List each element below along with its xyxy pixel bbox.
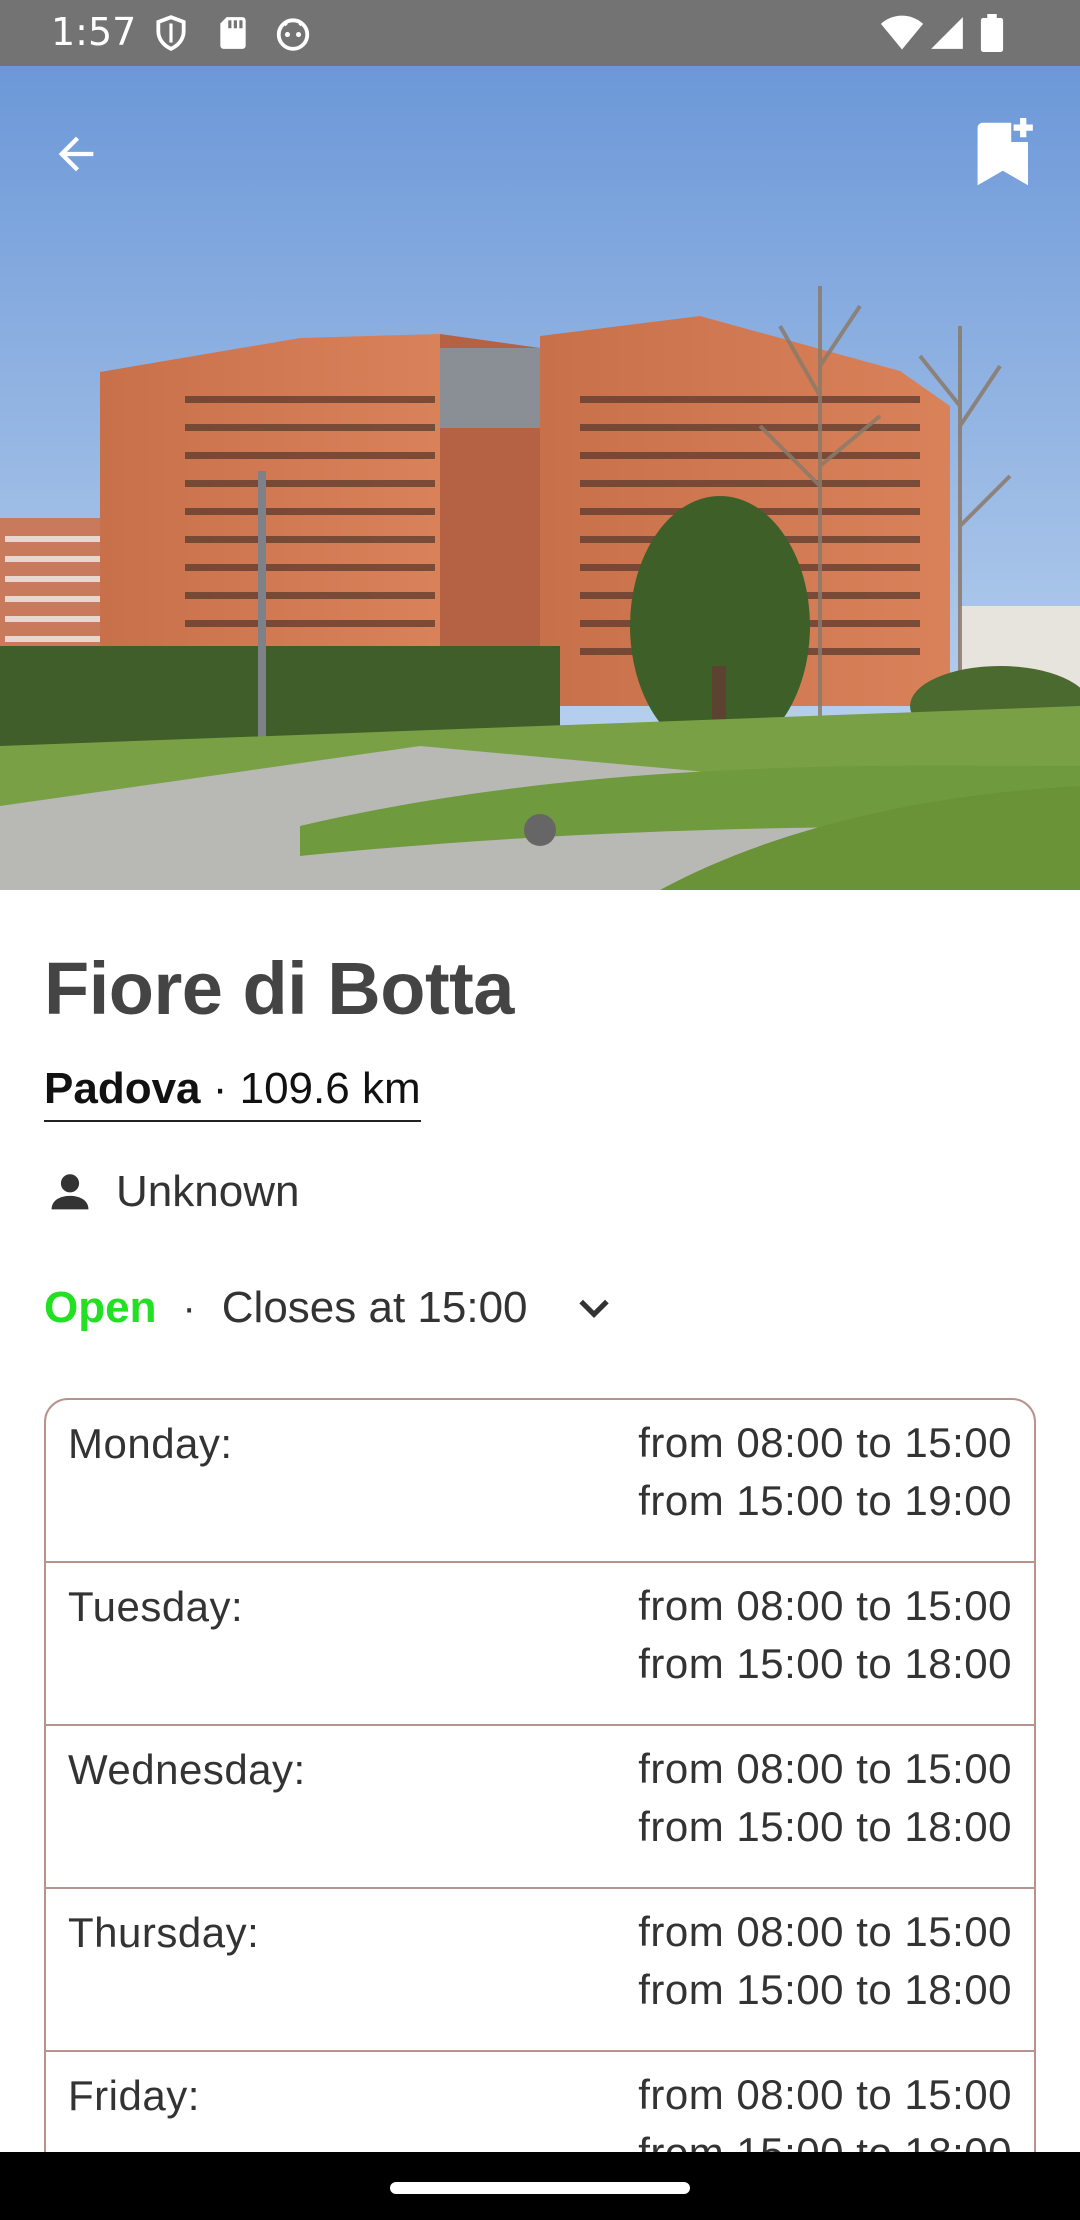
chevron-down-icon bbox=[572, 1286, 616, 1330]
time-range: from 15:00 to 18:00 bbox=[638, 1640, 1012, 1687]
day-label: Tuesday: bbox=[68, 1583, 244, 1630]
person-icon bbox=[44, 1166, 96, 1218]
day-label: Monday: bbox=[68, 1420, 233, 1467]
wifi-icon bbox=[880, 14, 924, 52]
hours-row-tuesday bbox=[46, 1563, 1034, 1726]
time-range: from 08:00 to 15:00 bbox=[638, 2071, 1012, 2118]
place-title: Fiore di Botta bbox=[44, 947, 514, 1030]
time-range: from 08:00 to 15:00 bbox=[638, 1582, 1012, 1629]
bookmark-add-button[interactable] bbox=[960, 110, 1048, 198]
hours-row-monday bbox=[46, 1400, 1034, 1563]
time-ranges bbox=[638, 1740, 1012, 1887]
arrow-back-icon bbox=[50, 128, 102, 180]
time-range: from 15:00 to 18:00 bbox=[638, 1966, 1012, 2013]
cell-signal-icon bbox=[928, 14, 966, 52]
android-face-icon bbox=[274, 14, 312, 52]
time-ranges bbox=[638, 1903, 1012, 2050]
time-range: from 08:00 to 15:00 bbox=[638, 1419, 1012, 1466]
time-range: from 08:00 to 15:00 bbox=[638, 1908, 1012, 1955]
pager-indicator-dot bbox=[524, 814, 556, 846]
time-range: from 15:00 to 19:00 bbox=[638, 1477, 1012, 1524]
status-bar bbox=[0, 0, 1080, 66]
system-nav-bar bbox=[0, 2152, 1080, 2220]
separator-dot: · bbox=[182, 1285, 196, 1330]
time-ranges bbox=[638, 1414, 1012, 1561]
hours-row-wednesday bbox=[46, 1726, 1034, 1889]
location-link[interactable] bbox=[44, 1064, 421, 1122]
open-status: Open bbox=[44, 1283, 157, 1332]
back-button[interactable] bbox=[32, 110, 120, 198]
distance: · 109.6 km bbox=[200, 1064, 421, 1113]
time-range: from 08:00 to 15:00 bbox=[638, 1745, 1012, 1792]
home-gesture-pill[interactable] bbox=[390, 2182, 690, 2194]
opening-hours-toggle[interactable] bbox=[44, 1278, 616, 1338]
owner-label: Unknown bbox=[116, 1167, 300, 1216]
sd-card-icon bbox=[214, 14, 252, 52]
bookmark-add-icon bbox=[970, 118, 1038, 190]
opening-hours-table bbox=[44, 1398, 1036, 2220]
time-ranges bbox=[638, 1577, 1012, 1724]
shield-icon bbox=[152, 14, 190, 52]
city-name: Padova bbox=[44, 1064, 201, 1113]
day-label: Friday: bbox=[68, 2072, 200, 2119]
closing-time: Closes at 15:00 bbox=[221, 1283, 528, 1332]
hours-row-thursday bbox=[46, 1889, 1034, 2052]
hero-image bbox=[0, 66, 1080, 890]
day-label: Thursday: bbox=[68, 1909, 260, 1956]
battery-icon bbox=[980, 14, 1004, 52]
status-time: 1:57 bbox=[51, 10, 137, 54]
building-photo bbox=[0, 66, 1080, 890]
owner-row bbox=[44, 1164, 299, 1220]
time-range: from 15:00 to 18:00 bbox=[638, 1803, 1012, 1850]
day-label: Wednesday: bbox=[68, 1746, 306, 1793]
